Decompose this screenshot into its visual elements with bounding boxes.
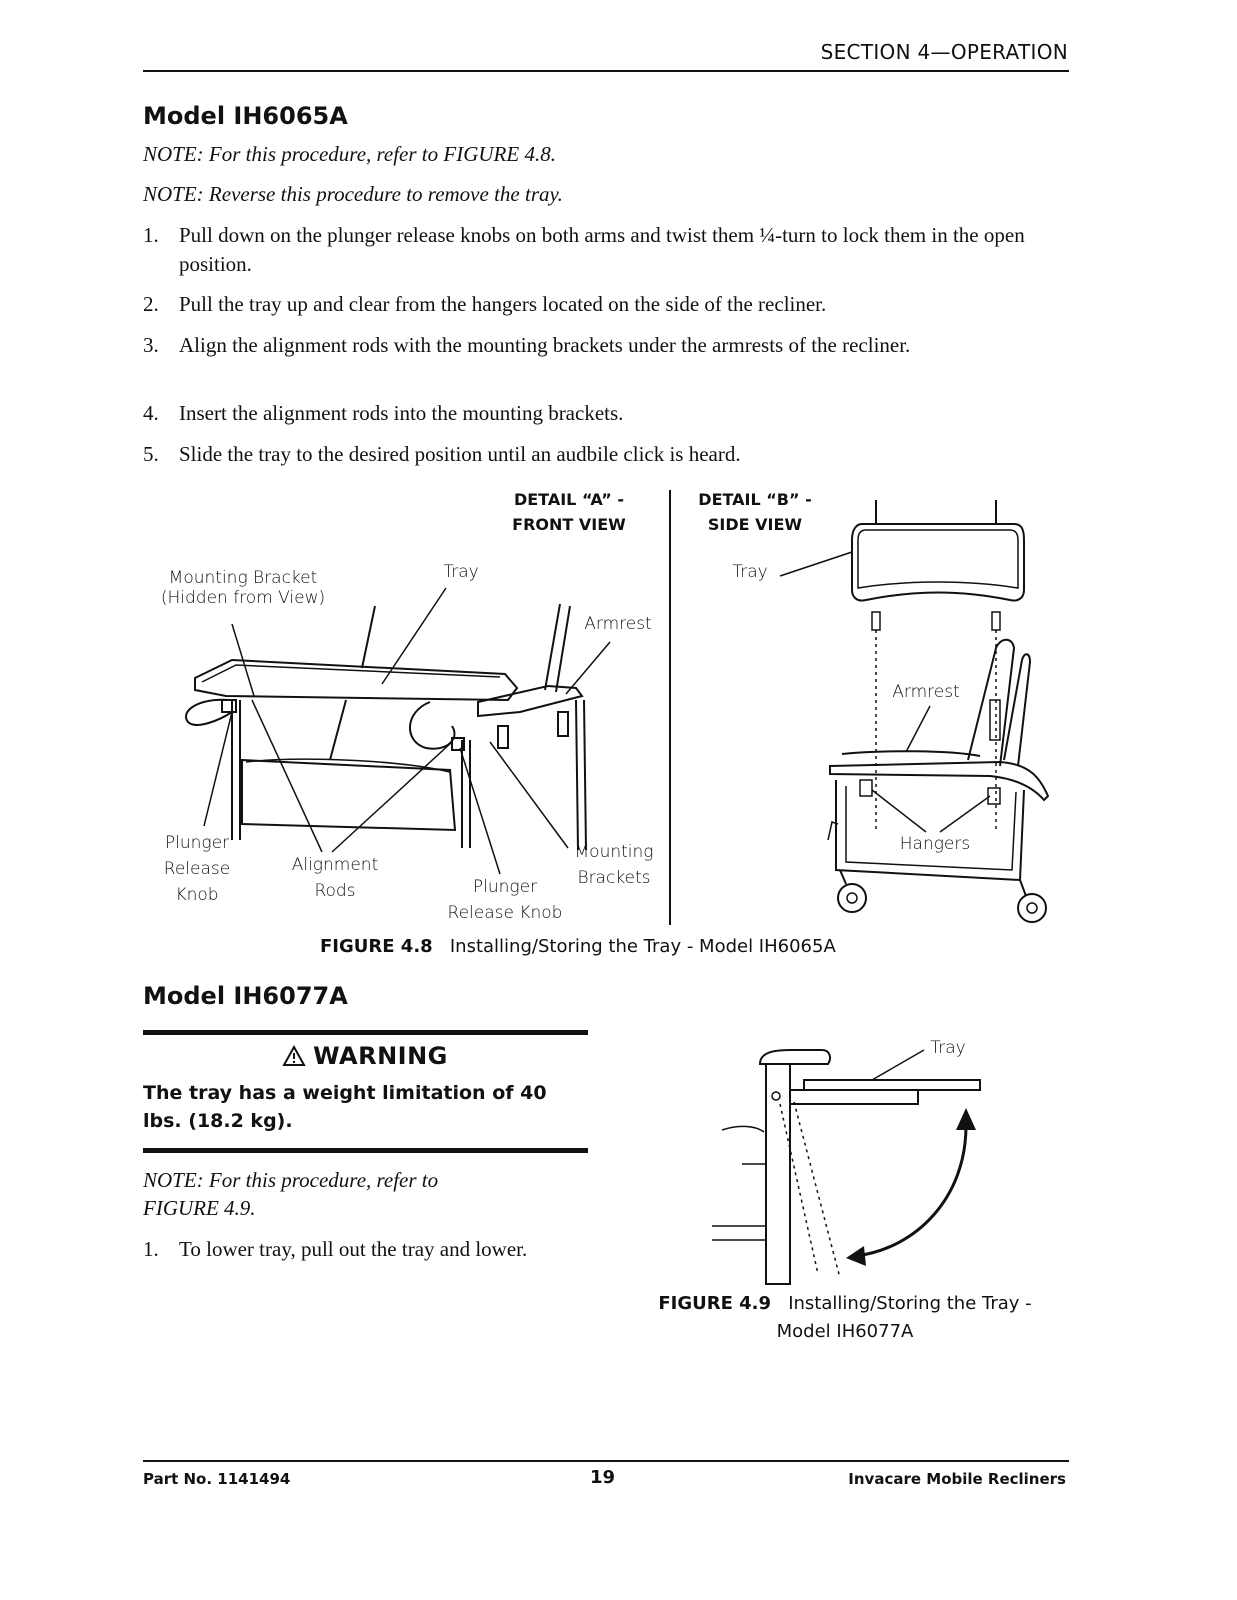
step-number: 3.	[143, 333, 159, 357]
label-tray-b: Tray	[732, 562, 768, 582]
warning-bottom-bar	[143, 1148, 588, 1153]
section-header: SECTION 4—OPERATION	[820, 40, 1068, 64]
step-text: Align the alignment rods with the mounting brackets under the armrests of the recliner.	[179, 333, 911, 357]
warning-heading: WARNING	[143, 1042, 588, 1070]
figure-4-9-caption: FIGURE 4.9 Installing/Storing the Tray - Model IH6077A	[658, 1293, 1032, 1342]
step-text: Insert the alignment rods into the mounting brackets.	[179, 401, 624, 425]
step-item	[143, 331, 1073, 360]
label-tray-fig-4-9: Tray	[930, 1038, 966, 1058]
label-hangers: Hangers	[899, 834, 971, 854]
label-tray-a: Tray	[443, 562, 479, 582]
footer-page-number: 19	[590, 1467, 616, 1488]
footer-part-number: Part No. 1141494	[143, 1470, 291, 1488]
warning-text: The tray has a weight limitation of 40 lbs. (18.2 kg).	[143, 1082, 547, 1132]
label-mounting-bracket: Mounting Bracket (Hidden from View)	[160, 568, 326, 608]
model-a-title: Model IH6065A	[143, 102, 348, 130]
step-text: Pull down on the plunger release knobs on both arms and twist them ¼-turn to lock them in the open position.	[179, 223, 1025, 276]
warning-top-bar	[143, 1030, 588, 1035]
label-armrest-b: Armrest	[892, 682, 960, 702]
step-number: 1.	[143, 1237, 159, 1261]
label-mounting-brackets: Mounting Brackets	[574, 842, 654, 888]
step-text: To lower tray, pull out the tray and lower.	[179, 1237, 528, 1261]
label-plunger-release-knob-2: Plunger Release Knob	[447, 877, 563, 923]
header-rule	[143, 70, 1069, 72]
label-plunger-release-knob: Plunger Release Knob	[163, 833, 231, 905]
step-number: 2.	[143, 292, 159, 316]
model-b-title: Model IH6077A	[143, 982, 348, 1010]
figure-4-8-caption: FIGURE 4.8 Installing/Storing the Tray - Model IH6065A	[320, 936, 836, 957]
footer-product-name: Invacare Mobile Recliners	[848, 1470, 1066, 1488]
step-number: 5.	[143, 442, 159, 466]
footer-rule	[143, 1460, 1069, 1462]
recliner-side-view-drawing	[780, 500, 1048, 922]
step-number: 1.	[143, 223, 159, 247]
step-item	[143, 399, 1073, 428]
step-text: Pull the tray up and clear from the hangers located on the side of the recliner.	[179, 292, 827, 316]
label-alignment-rods: Alignment Rods	[291, 855, 379, 901]
note-refer-figure-4-9: NOTE: For this procedure, refer to FIGURE 4.9.	[143, 1168, 439, 1220]
tray-front-view-drawing	[186, 588, 610, 874]
step-item	[143, 290, 1073, 319]
note-refer-figure-4-8: NOTE: For this procedure, refer to FIGURE 4.8.	[143, 142, 556, 166]
label-armrest-a: Armrest	[584, 614, 652, 634]
step-item	[143, 221, 1073, 279]
note-reverse-procedure: NOTE: Reverse this procedure to remove the tray.	[143, 182, 563, 206]
tray-swing-drawing	[712, 1050, 980, 1284]
detail-b-heading: DETAIL “B” - SIDE VIEW	[698, 490, 812, 534]
step-item	[143, 1235, 563, 1264]
detail-a-heading: DETAIL “A” - FRONT VIEW	[512, 490, 626, 534]
step-number: 4.	[143, 401, 159, 425]
step-text: Slide the tray to the desired position until an audbile click is heard.	[179, 442, 741, 466]
warning-triangle-icon	[283, 1046, 305, 1066]
step-item	[143, 440, 1073, 469]
